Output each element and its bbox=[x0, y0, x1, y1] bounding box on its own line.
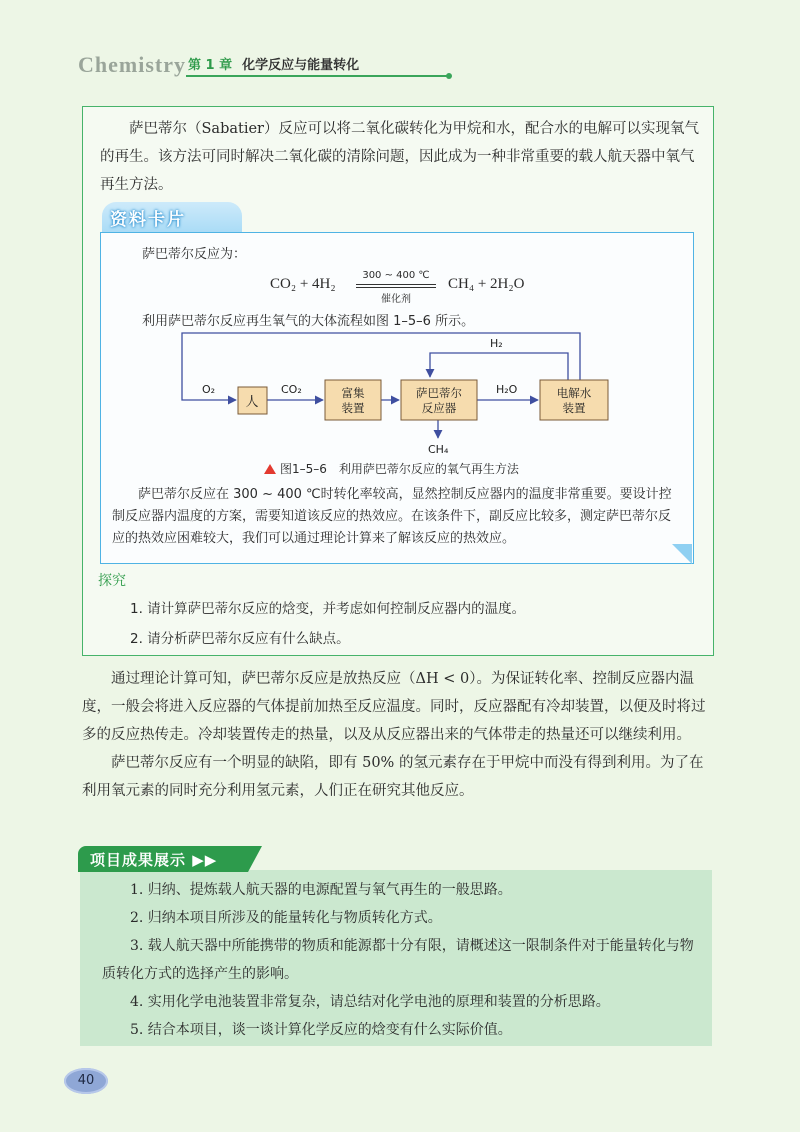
sabatier-equation bbox=[270, 270, 560, 304]
project-item: 3. 载人航天器中所能携带的物质和能源都十分有限，请概述这一限制条件对于能量转化与物质转化方式的选择产生的影响。 bbox=[102, 938, 694, 982]
page-number: 40 bbox=[64, 1068, 108, 1094]
project-item: 5. 结合本项目，谈一谈计算化学反应的焓变有什么实际价值。 bbox=[130, 1022, 512, 1038]
project-item: 2. 归纳本项目所涉及的能量转化与物质转化方式。 bbox=[130, 910, 442, 926]
label-h2o: H₂O bbox=[496, 383, 518, 396]
node-enrichment-label-2: 装置 bbox=[341, 401, 365, 415]
label-o2: O₂ bbox=[202, 383, 216, 396]
figure-caption bbox=[264, 460, 519, 477]
h2-recycle-line bbox=[430, 353, 568, 380]
chapter-number: 第 1 章 bbox=[188, 58, 233, 73]
flow-intro: 利用萨巴蒂尔反应再生氧气的大体流程如图 1–5–6 所示。 bbox=[142, 314, 475, 329]
header-dot bbox=[446, 73, 452, 79]
reaction-intro: 萨巴蒂尔反应为： bbox=[142, 247, 247, 262]
brand-title: Chemistry bbox=[78, 52, 186, 77]
equation-bar bbox=[356, 284, 436, 285]
explore-title: 探究 bbox=[98, 573, 126, 589]
chapter-title: 化学反应与能量转化 bbox=[242, 58, 360, 73]
node-reactor-label-2: 反应器 bbox=[421, 401, 457, 415]
body-section bbox=[82, 665, 712, 805]
label-h2: H₂ bbox=[490, 337, 503, 350]
project-item: 4. 实用化学电池装置非常复杂，请总结对化学电池的原理和装置的分析思路。 bbox=[130, 994, 610, 1010]
node-electrolysis-label-2: 装置 bbox=[562, 401, 586, 415]
card-paragraph: 萨巴蒂尔反应在 300 ~ 400 ℃时转化率较高，显然控制反应器内的温度非常重要。要设计控制反应器内温度的方案，需要知道该反应的热效应。在该条件下，副反应比较多，测定萨巴蒂尔反应的热效应困难较大，我们可以通过理论计算来了解该反应的热效应。 bbox=[112, 487, 672, 546]
node-reactor-label-1: 萨巴蒂尔 bbox=[416, 386, 462, 400]
project-item: 1. 归纳、提炼载人航天器的电源配置与氧气再生的一般思路。 bbox=[130, 882, 512, 898]
caption-triangle-icon bbox=[264, 464, 276, 474]
page-header bbox=[78, 50, 378, 80]
explore-item: 2. 请分析萨巴蒂尔反应有什么缺点。 bbox=[130, 631, 350, 647]
label-ch4: CH₄ bbox=[428, 443, 449, 456]
body-paragraph: 萨巴蒂尔反应有一个明显的缺陷，即有 50% 的氢元素存在于甲烷中而没有得到利用。为了在利用氧元素的同时充分利用氢元素，人们正在研究其他反应。 bbox=[82, 755, 704, 799]
explore-item: 1. 请计算萨巴蒂尔反应的焓变，并考虑如何控制反应器内的温度。 bbox=[130, 601, 526, 617]
intro-section bbox=[100, 115, 700, 199]
node-enrichment-label-1: 富集 bbox=[341, 386, 365, 400]
info-card-tab-label: 资料卡片 bbox=[110, 210, 186, 230]
project-results-list bbox=[102, 876, 700, 1044]
body-paragraph: 通过理论计算可知，萨巴蒂尔反应是放热反应（ΔH < 0）。为保证转化率、控制反应器内温度，一般会将进入反应器的气体提前加热至反应温度。同时，反应器配有冷却装置，以便及时将过多的反应热传走。冷却装置传走的热量，以及从反应器出来的气体带走的热量还可以继续利用。 bbox=[82, 671, 706, 743]
node-person-label: 人 bbox=[245, 395, 259, 410]
node-electrolysis-label-1: 电解水 bbox=[556, 386, 592, 400]
explore-list bbox=[130, 594, 525, 654]
project-results-title: 项目成果展示 ▶▶ bbox=[90, 851, 218, 869]
figure-caption-text: 图1–5–6 利用萨巴蒂尔反应的氧气再生方法 bbox=[280, 462, 519, 476]
equation-bar bbox=[356, 287, 436, 288]
equation-products: CH₄ + 2H₂O bbox=[448, 276, 525, 292]
header-rule bbox=[186, 75, 448, 77]
oxygen-regeneration-diagram bbox=[170, 325, 620, 460]
equation-catalyst: 催化剂 bbox=[381, 294, 411, 305]
label-co2: CO₂ bbox=[281, 383, 302, 396]
equation-condition: 300 ~ 400 ℃ bbox=[362, 270, 430, 281]
chapter-heading bbox=[188, 54, 359, 73]
equation-reactants: CO₂ + 4H₂ bbox=[270, 276, 336, 292]
card-paragraph-block bbox=[112, 484, 682, 550]
intro-paragraph: 萨巴蒂尔（Sabatier）反应可以将二氧化碳转化为甲烷和水，配合水的电解可以实现氧气的再生。该方法可同时解决二氧化碳的清除问题，因此成为一种非常重要的载人航天器中氧气再生方法。 bbox=[100, 121, 699, 193]
